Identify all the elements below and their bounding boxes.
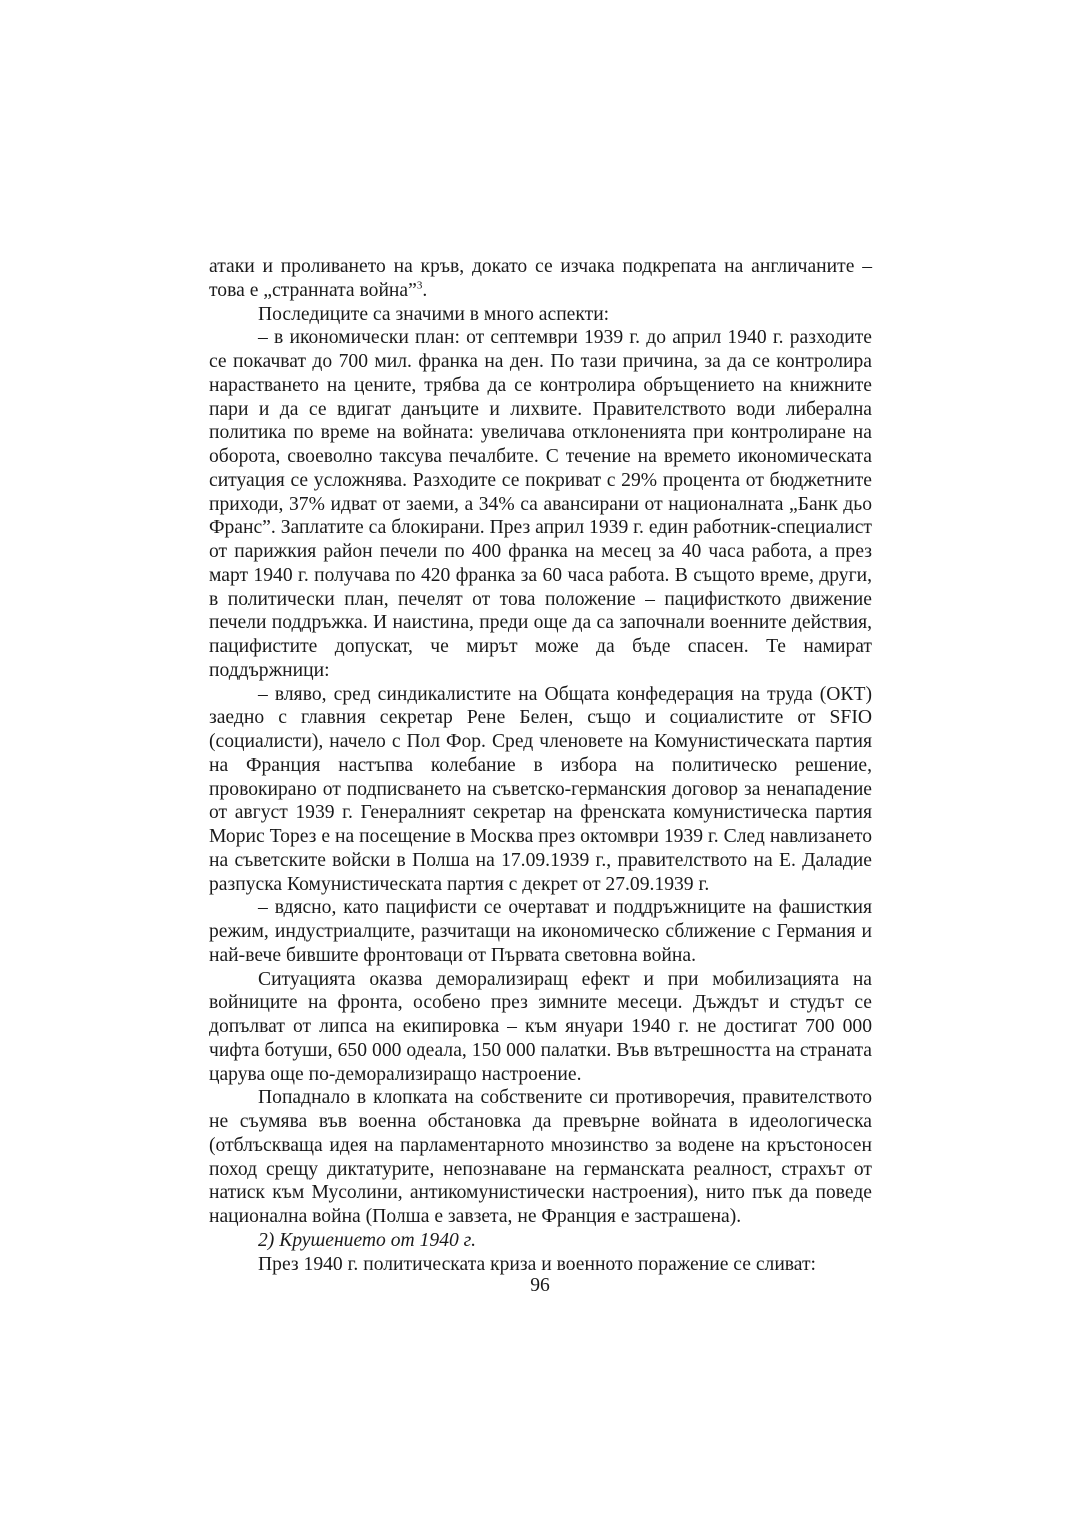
footnote-reference[interactable]: 3 — [416, 279, 423, 292]
section-heading: 2) Крушението от 1940 г. — [258, 1229, 476, 1251]
body-text — [209, 255, 872, 1276]
paragraph: – вдясно, като пацифисти се очертават и поддръжниците на фашисткия режим, индустриалците, разчитащи на икономическо сближение с Германия и най-вече бившите фронтоваци от Първата световна война. — [209, 897, 872, 966]
paragraph-text: атаки и проливането на кръв, докато се изчака подкрепата на англичаните – това е „странната война” — [209, 256, 872, 301]
paragraph-tail: . — [422, 279, 428, 301]
paragraph: Последиците са значими в много аспекти: — [258, 303, 610, 325]
paragraph: Попаднало в клопката на собствените си противоречия, правителството не съумява във военна обстановка да превърне войната в идеологическа (отблъскваща идея на парламентарното мнозинство за водене на кръстоносен поход срещу диктатурите, непознаване на германската реалност, страхът от натиск към Мусолини, антикомунистически настроения), нито пък да поведе национална война (Полша е завзета, не Франция е застрашена). — [209, 1087, 872, 1227]
paragraph: – в икономически план: от септември 1939 г. до април 1940 г. разходите се покачват до 700 мил. франка на ден. По тази причина, за да се контролира нарастването на цените, трябва да се контролира обръщението на книжните пари и да се вдигат данъците и лихвите. Правителството води либерална политика по време на войната: увеличава отклоненията при контролиране на оборота, своеволно таксува печалбите. С течение на времето икономическата ситуация се усложнява. Разходите се покриват с 29% процента от бюджетните приходи, 37% идват от заеми, а 34% са авансирани от националната „Банк дьо Франс”. Заплатите са блокирани. През април 1939 г. един работник-специалист от парижкия район печели по 400 франка на месец за 40 часа работа, а през март 1940 г. получава по 420 франка за 60 часа работа. В същото време, други, в политически план, печелят от това положение – пацифисткото движение печели поддръжка. И наистина, преди още да са започнали военните действия, пацифистите допускат, че мирът може да бъде спасен. Те намират поддържници: — [209, 327, 872, 681]
paragraph-continuation — [209, 255, 872, 303]
page-number: 96 — [530, 1275, 550, 1296]
paragraph: – вляво, сред синдикалистите на Общата конфедерация на труда (ОКТ) заедно с главния секретар Рене Белен, също и социалистите от SFIO (социалисти), начело с Пол Фор. Сред членовете на Комунистическата партия на Франция настъпва колебание в избора на политическо решение, провокирано от подписването на съветско-германския договор за ненападение от август 1939 г. Генералният секретар на френската комунистическа партия Морис Торез е на посещение в Москва през октомври 1939 г. След навлизането на съветските войски в Полша на 17.09.1939 г., правителството на Е. Даладие разпуска Комунистическата партия с декрет от 27.09.1939 г. — [209, 683, 872, 895]
paragraph: През 1940 г. политическата криза и военното поражение се сливат: — [258, 1253, 816, 1275]
paragraph: Ситуацията оказва деморализиращ ефект и при мобилизацията на войниците на фронта, особено през зимните месеци. Дъждът и студът се допълват от липса на екипировка – към януари 1940 г. не достигат 700 000 чифта ботуши, 650 000 одеала, 150 000 палатки. Във вътрешността на страната царува още по-деморализиращо настроение. — [209, 968, 872, 1085]
